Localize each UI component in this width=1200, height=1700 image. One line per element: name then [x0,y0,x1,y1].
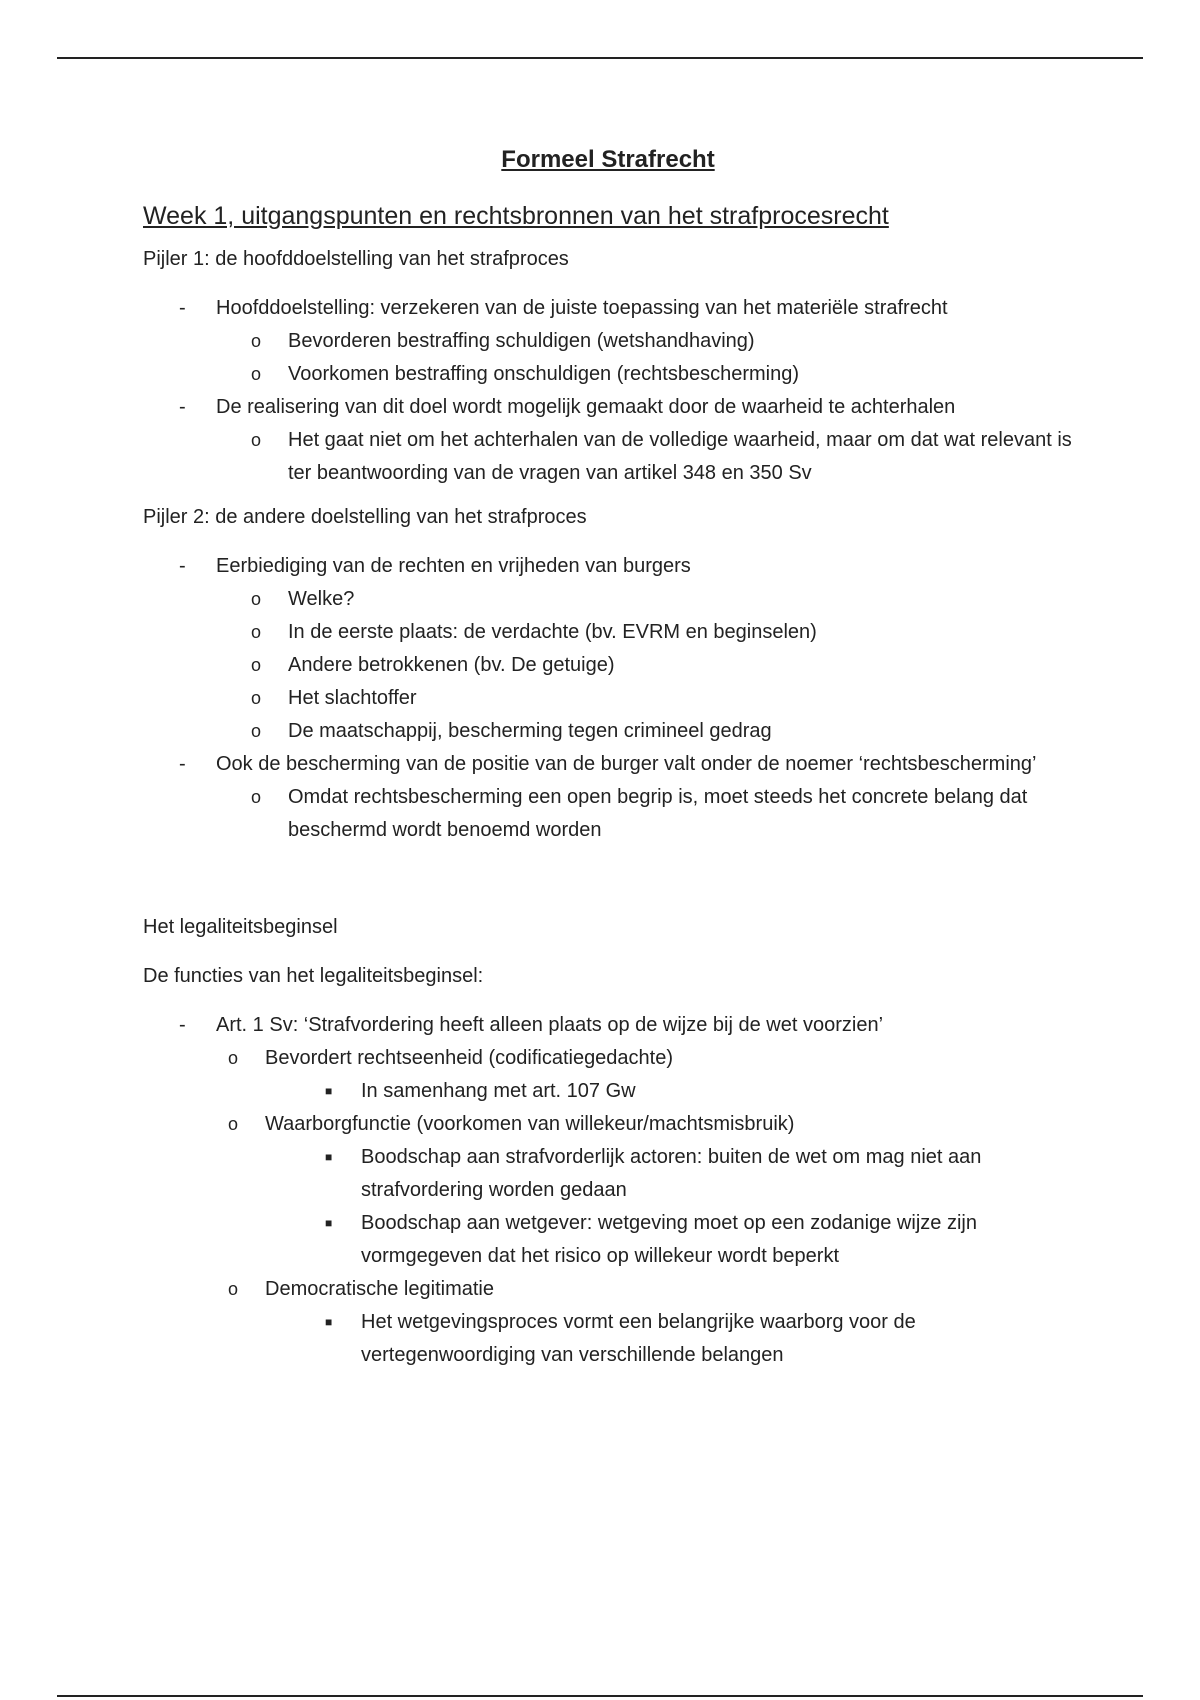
circle-bullet: o [251,430,262,450]
list-item: o Andere betrokkenen (bv. De getuige) [143,649,1073,682]
list-item: o Voorkomen bestraffing onschuldigen (rechtsbescherming) [143,358,1073,391]
pijler1-label: Pijler 1: de hoofddoelstelling van het strafproces [143,248,569,270]
list-item: o Bevordert rechtseenheid (codificatiegedachte) [143,1042,1073,1075]
circle-bullet: o [251,622,262,642]
list-item: ■ Boodschap aan wetgever: wetgeving moet op een zodanige wijze zijn vormgegeven dat het risico op willekeur wordt beperkt [143,1207,1073,1273]
legaliteit-list [143,1009,1073,1372]
circle-bullet: o [228,1048,239,1068]
list-item: ■ Het wetgevingsproces vormt een belangrijke waarborg voor de vertegenwoordiging van verschillende belangen [143,1306,1073,1372]
circle-bullet: o [251,655,262,675]
dash-bullet: - [179,753,186,775]
circle-bullet: o [251,589,262,609]
list-item: ■ Boodschap aan strafvorderlijk actoren: buiten de wet om mag niet aan strafvordering worden gedaan [143,1141,1073,1207]
circle-bullet: o [251,688,262,708]
square-bullet: ■ [325,1315,333,1329]
list-item: o Bevorderen bestraffing schuldigen (wetshandhaving) [143,325,1073,358]
list-item: o Waarborgfunctie (voorkomen van willekeur/machtsmisbruik) [143,1108,1073,1141]
list-item: o Democratische legitimatie [143,1273,1073,1306]
list-item: - De realisering van dit doel wordt mogelijk gemaakt door de waarheid te achterhalen [143,391,1073,424]
square-bullet: ■ [325,1216,333,1230]
pijler2-label: Pijler 2: de andere doelstelling van het strafproces [143,506,587,528]
week-heading: Week 1, uitgangspunten en rechtsbronnen van het strafprocesrecht [143,202,889,230]
legaliteit-heading: Het legaliteitsbeginsel [143,916,338,938]
dash-bullet: - [179,297,186,319]
dash-bullet: - [179,1014,186,1036]
list-item: o Het gaat niet om het achterhalen van de volledige waarheid, maar om dat wat relevant is ter beantwoording van de vragen van artikel 348 en 350 Sv [143,424,1073,490]
list-item: o Omdat rechtsbescherming een open begrip is, moet steeds het concrete belang dat beschermd wordt benoemd worden [143,781,1073,847]
header-rule [57,57,1143,59]
document-body [143,140,1073,1372]
circle-bullet: o [251,787,262,807]
list-item: o In de eerste plaats: de verdachte (bv. EVRM en beginselen) [143,616,1073,649]
document-title: Formeel Strafrecht [501,146,715,173]
circle-bullet: o [228,1114,239,1134]
list-item: - Ook de bescherming van de positie van de burger valt onder de noemer ‘rechtsbescherming’ [143,748,1073,781]
legaliteit-label: De functies van het legaliteitsbeginsel: [143,965,484,987]
list-item: o Het slachtoffer [143,682,1073,715]
list-item: - Art. 1 Sv: ‘Strafvordering heeft alleen plaats op de wijze bij de wet voorzien’ [143,1009,1073,1042]
dash-bullet: - [179,396,186,418]
list-item: o Welke? [143,583,1073,616]
circle-bullet: o [228,1279,239,1299]
square-bullet: ■ [325,1084,333,1098]
list-item: ■ In samenhang met art. 107 Gw [143,1075,1073,1108]
square-bullet: ■ [325,1150,333,1164]
pijler2-list [143,550,1073,847]
footer-rule [57,1695,1143,1697]
list-item: - Eerbiediging van de rechten en vrijheden van burgers [143,550,1073,583]
circle-bullet: o [251,721,262,741]
circle-bullet: o [251,331,262,351]
list-item: o De maatschappij, bescherming tegen crimineel gedrag [143,715,1073,748]
pijler1-list [143,292,1073,490]
dash-bullet: - [179,555,186,577]
circle-bullet: o [251,364,262,384]
list-item: - Hoofddoelstelling: verzekeren van de juiste toepassing van het materiële strafrecht [143,292,1073,325]
